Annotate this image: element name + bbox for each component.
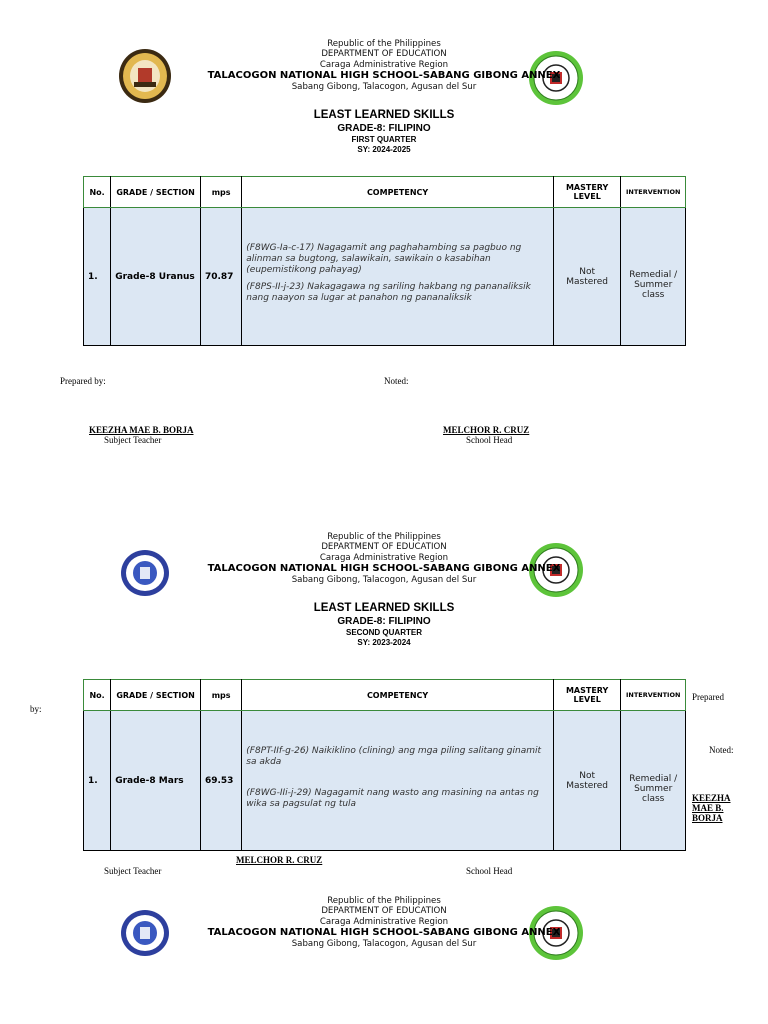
report-grade: GRADE-8: FILIPINO [337, 123, 431, 134]
table-row [84, 208, 686, 346]
table-row [84, 711, 686, 851]
report-quarter: SECOND QUARTER [345, 628, 422, 637]
school-name: TALACOGON NATIONAL HIGH SCHOOL-SABANG GIBONG ANNEX [207, 562, 561, 574]
col-grade-section: GRADE / SECTION [111, 177, 201, 208]
table-header-row [84, 680, 686, 711]
prepared-by-label: Prepared by: [60, 376, 106, 386]
row-mps: 69.53 [200, 711, 241, 851]
competency-item: (F8PS-II-j-23) Nakagagawa ng sariling hakbang ng pananaliksik nang naayon sa lugar at panahon ng pananaliksik [246, 282, 531, 303]
report-quarter: FIRST QUARTER [351, 135, 417, 144]
report-school-year: SY: 2023-2024 [357, 638, 411, 647]
school-head-name: MELCHOR R. CRUZ [443, 425, 530, 435]
noted-label: Noted: [709, 745, 734, 755]
teacher-role: Subject Teacher [104, 866, 162, 876]
row-mastery: Not Mastered [553, 208, 621, 346]
col-mps: mps [200, 177, 241, 208]
school-name: TALACOGON NATIONAL HIGH SCHOOL-SABANG GIBONG ANNEX [207, 926, 561, 938]
least-learned-table-2 [83, 679, 686, 851]
report-title: LEAST LEARNED SKILLS [313, 109, 455, 121]
row-section: Grade-8 Uranus [111, 208, 201, 346]
school-address: Sabang Gibong, Talacogon, Agusan del Sur [291, 574, 477, 585]
by-label: by: [30, 704, 42, 714]
school-head-role: School Head [466, 866, 513, 876]
teacher-name: KEEZHA MAE B. BORJA [692, 793, 731, 823]
col-no: No. [84, 680, 111, 711]
noted-label: Noted: [384, 376, 409, 386]
republic-line: Republic of the Philippines [327, 39, 441, 49]
col-mastery-level: MASTERY LEVEL [553, 680, 621, 711]
teacher-name: KEEZHA MAE B. BORJA [89, 425, 194, 435]
row-section: Grade-8 Mars [111, 711, 201, 851]
department-line: DEPARTMENT OF EDUCATION [321, 542, 447, 553]
col-intervention: INTERVENTION [621, 680, 686, 711]
school-head-name: MELCHOR R. CRUZ [236, 855, 323, 865]
report-school-year: SY: 2024-2025 [357, 145, 411, 154]
letterhead-1 [0, 39, 768, 92]
report-title: LEAST LEARNED SKILLS [313, 602, 455, 614]
row-mps: 70.87 [200, 208, 241, 346]
table-header-row [84, 177, 686, 208]
col-competency: COMPETENCY [242, 177, 554, 208]
row-intervention: Remedial / Summer class [621, 208, 686, 346]
row-mastery: Not Mastered [553, 711, 621, 851]
republic-line: Republic of the Philippines [327, 896, 441, 906]
region-line: Caraga Administrative Region [319, 59, 449, 70]
row-competency [242, 711, 554, 851]
row-competency [242, 208, 554, 346]
school-address: Sabang Gibong, Talacogon, Agusan del Sur [291, 81, 477, 92]
competency-item: (F8WG-Ia-c-17) Nagagamit ang paghahambing sa pagbuo ng alinman sa bugtong, salawikain, sawikain o kasabihan (eupemistikong pahayag) [246, 243, 522, 275]
department-line: DEPARTMENT OF EDUCATION [321, 49, 447, 60]
republic-line: Republic of the Philippines [327, 532, 441, 542]
row-number: 1. [84, 711, 111, 851]
school-name: TALACOGON NATIONAL HIGH SCHOOL-SABANG GIBONG ANNEX [207, 69, 561, 81]
teacher-role: Subject Teacher [104, 435, 162, 445]
letterhead-2 [0, 532, 768, 585]
report-title-block-1 [0, 108, 768, 155]
col-no: No. [84, 177, 111, 208]
row-intervention: Remedial / Summer class [621, 711, 686, 851]
competency-item: (F8PT-IIf-g-26) Naikiklino (clining) ang mga piling salitang ginamit sa akda [246, 745, 542, 767]
row-number: 1. [84, 208, 111, 346]
col-mps: mps [200, 680, 241, 711]
col-mastery-level: MASTERY LEVEL [553, 177, 621, 208]
school-address: Sabang Gibong, Talacogon, Agusan del Sur [291, 938, 477, 949]
letterhead-3 [0, 896, 768, 949]
school-head-role: School Head [466, 435, 513, 445]
region-line: Caraga Administrative Region [319, 552, 449, 563]
region-line: Caraga Administrative Region [319, 916, 449, 927]
competency-item: (F8WG-IIi-j-29) Nagagamit nang wasto ang masining na antas ng wika sa pagsulat ng tula [246, 787, 539, 809]
department-line: DEPARTMENT OF EDUCATION [321, 906, 447, 917]
prepared-label: Prepared [692, 692, 724, 702]
report-grade: GRADE-8: FILIPINO [337, 616, 431, 627]
col-competency: COMPETENCY [242, 680, 554, 711]
report-title-block-2 [0, 601, 768, 648]
col-intervention: INTERVENTION [621, 177, 686, 208]
least-learned-table-1 [83, 176, 686, 346]
col-grade-section: GRADE / SECTION [111, 680, 201, 711]
